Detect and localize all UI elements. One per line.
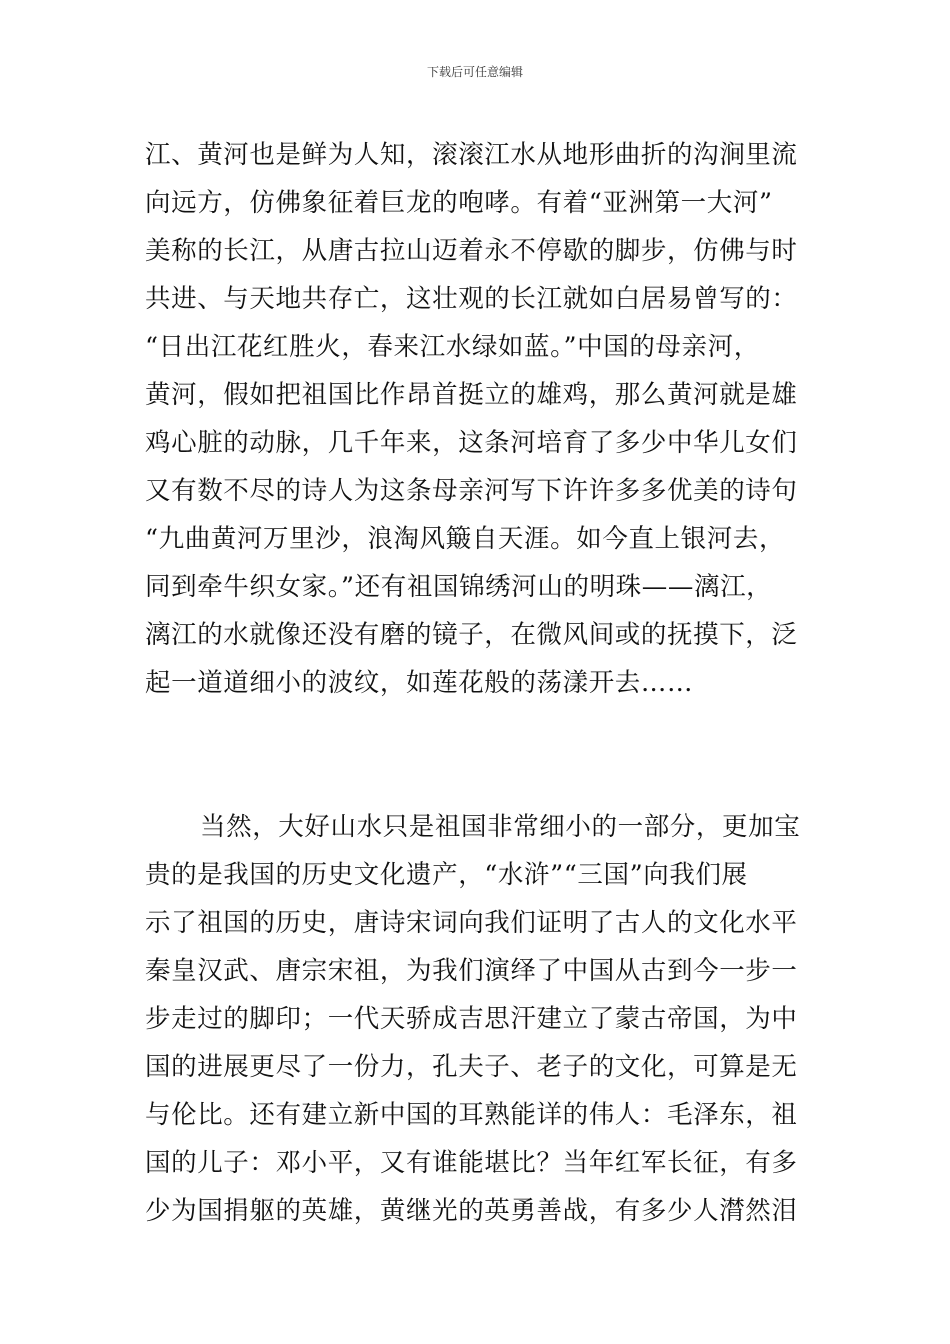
paragraph-2 [145, 803, 810, 1235]
text-line: 国的进展更尽了一份力，孔夫子、老子的文化，可算是无 [145, 1052, 798, 1082]
text-line: 起一道道细小的波纹，如莲花般的荡漾开去…… [145, 668, 694, 698]
text-line: 美称的长江，从唐古拉山迈着永不停歇的脚步，仿佛与时 [145, 236, 798, 266]
text-line: “日出江花红胜火，春来江水绿如蓝。”中国的母亲河， [145, 332, 760, 362]
text-line: 又有数不尽的诗人为这条母亲河写下许许多多优美的诗句 [145, 476, 798, 506]
text-line: 国的儿子：邓小平，又有谁能堪比？当年红军长征，有多 [145, 1148, 798, 1178]
paragraph-1 [145, 131, 810, 707]
text-line: 贵的是我国的历史文化遗产，“水浒”“三国”向我们展 [145, 860, 748, 890]
paragraph-spacer [145, 707, 810, 803]
text-line: 共进、与天地共存亡，这壮观的长江就如白居易曾写的： [145, 284, 798, 314]
text-line: 步走过的脚印；一代天骄成吉思汗建立了蒙古帝国，为中 [145, 1004, 798, 1034]
document-body [145, 131, 810, 1235]
text-line: 示了祖国的历史，唐诗宋词向我们证明了古人的文化水平 [145, 908, 798, 938]
text-line: 同到牵牛织女家。”还有祖国锦绣河山的明珠——漓江， [145, 572, 773, 602]
text-line: 秦皇汉武、唐宗宋祖，为我们演绎了中国从古到今一步一 [145, 956, 798, 986]
text-line: 黄河，假如把祖国比作昂首挺立的雄鸡，那么黄河就是雄 [145, 380, 798, 410]
page-header-note: 下载后可任意编辑 [426, 65, 523, 79]
text-line: 江、黄河也是鲜为人知，滚滚江水从地形曲折的沟涧里流 [145, 140, 798, 170]
text-line: 向远方，仿佛象征着巨龙的咆哮。有着“亚洲第一大河” [145, 188, 773, 218]
text-line: 与伦比。还有建立新中国的耳熟能详的伟人：毛泽东，祖 [145, 1100, 798, 1130]
text-line: 鸡心脏的动脉，几千年来，这条河培育了多少中华儿女们 [145, 428, 798, 458]
text-line: “九曲黄河万里沙，浪淘风簸自天涯。如今直上银河去， [145, 524, 786, 554]
text-line: 漓江的水就像还没有磨的镜子，在微风间或的抚摸下，泛 [145, 620, 798, 650]
text-line: 少为国捐躯的英雄，黄继光的英勇善战，有多少人潸然泪 [145, 1196, 798, 1226]
text-line: 当然，大好山水只是祖国非常细小的一部分，更加宝 [200, 812, 801, 842]
